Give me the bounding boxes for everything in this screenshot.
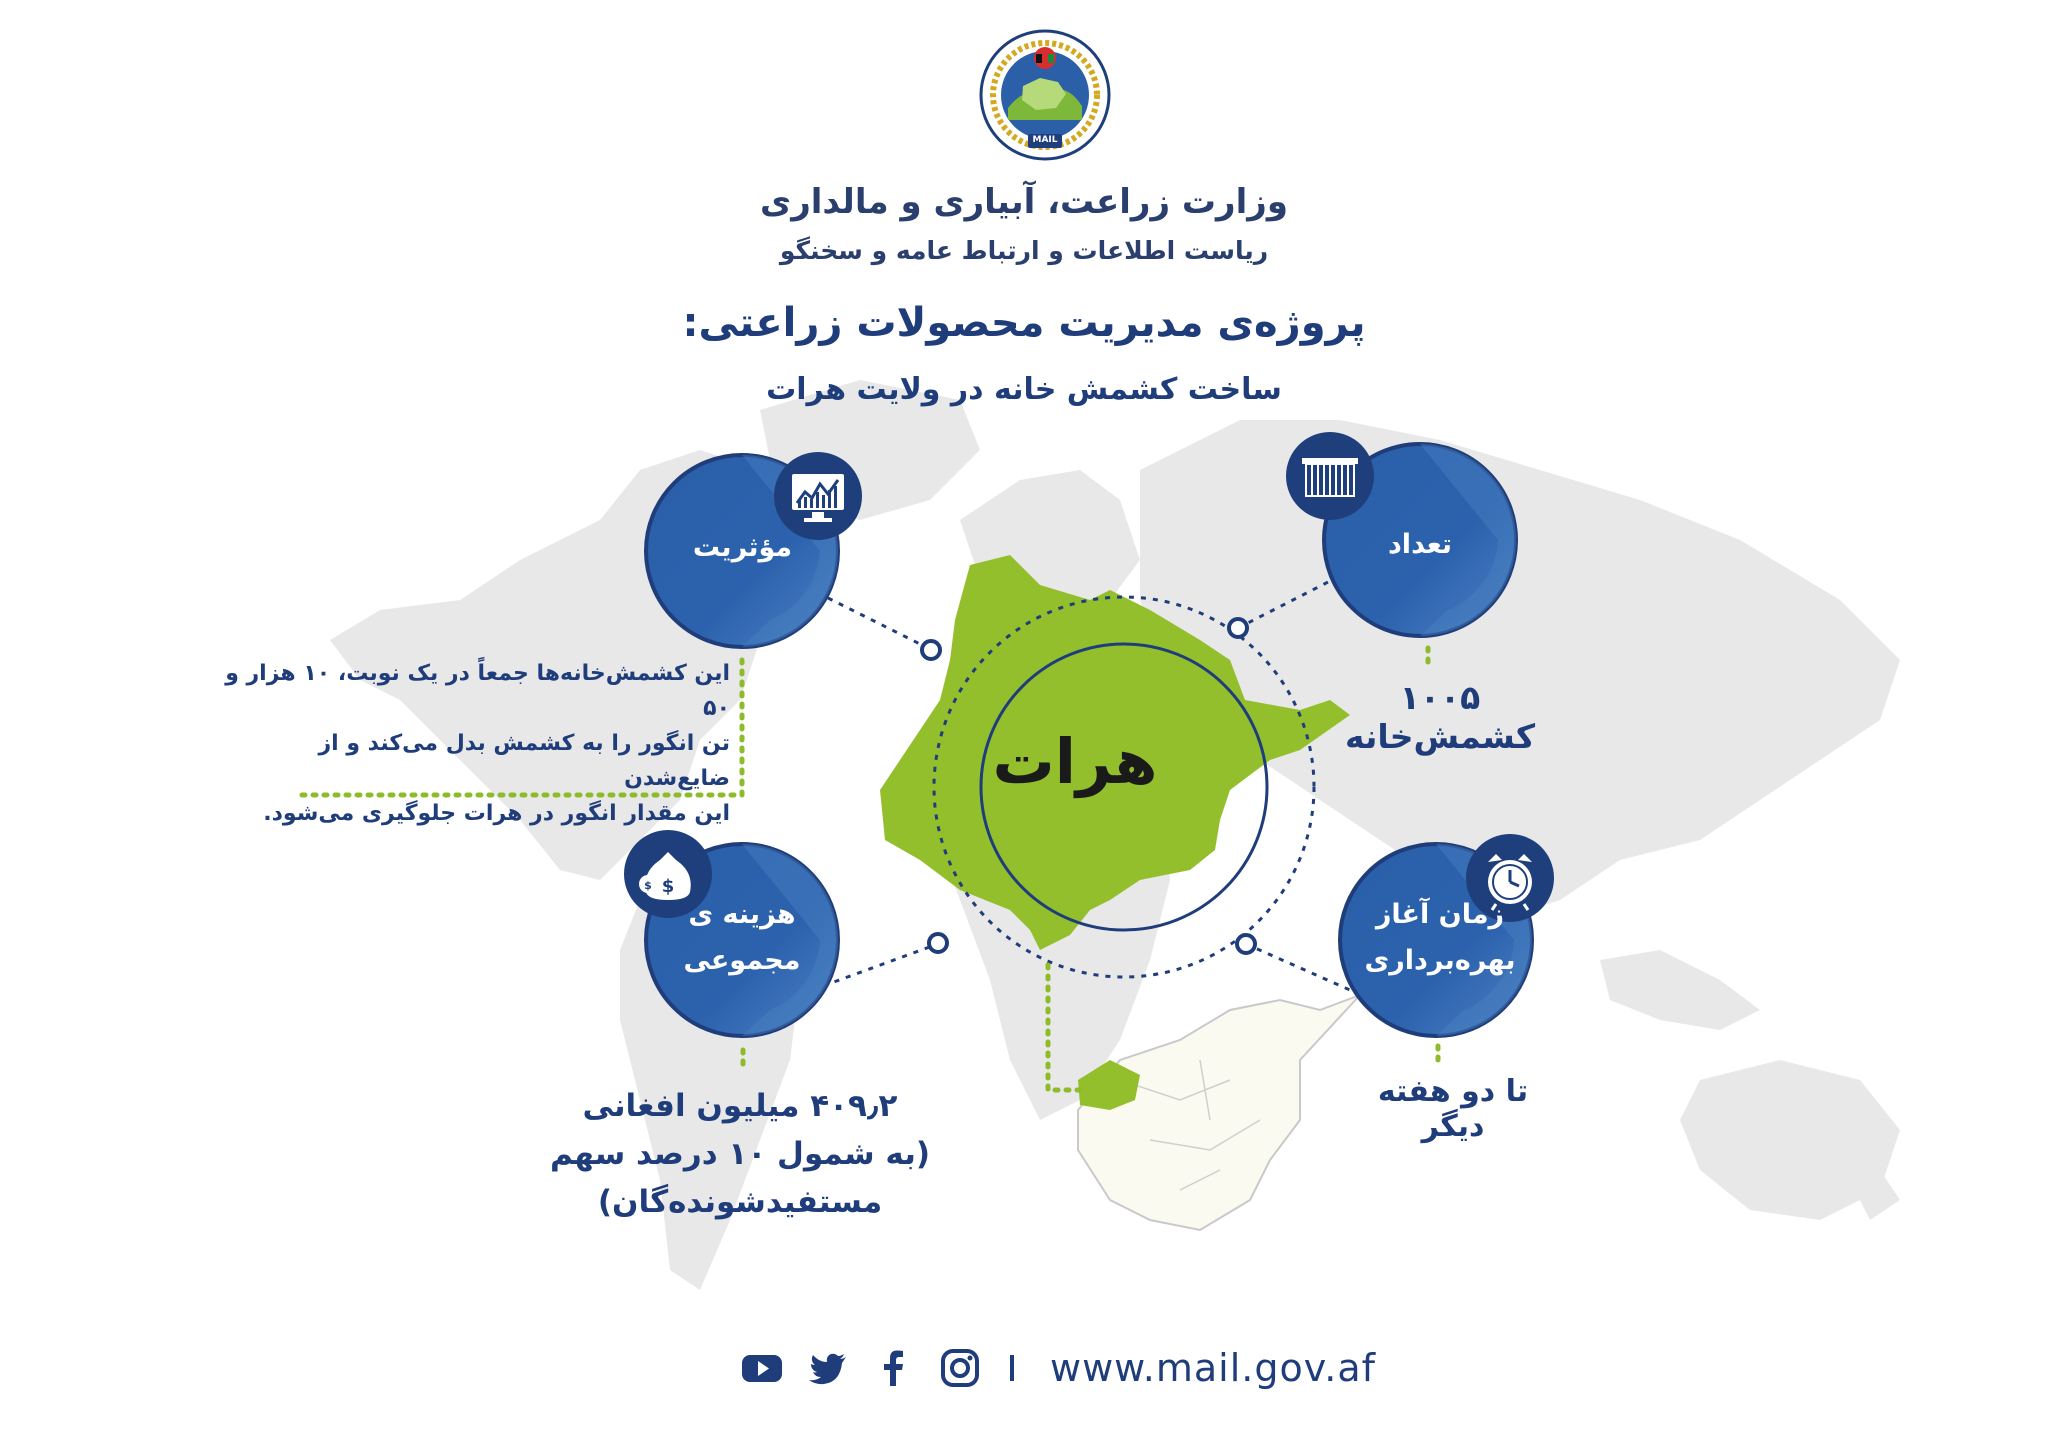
project-title: پروژه‌ی مدیریت محصولات زراعتی:: [682, 300, 1366, 346]
svg-text:$: $: [661, 876, 675, 897]
cost-value: [470, 1082, 1010, 1226]
instagram-icon[interactable]: [938, 1346, 982, 1390]
description-line: این مقدار انگور در هرات جلوگیری می‌شود.: [263, 801, 730, 826]
department-name: ریاست اطلاعات و ارتباط عامه و سخنگو: [779, 236, 1269, 265]
description-line: تن انگور را به کشمش بدل می‌کند و از ضایع‌شدن: [318, 731, 730, 791]
twitter-icon[interactable]: [806, 1346, 850, 1390]
facebook-icon[interactable]: [872, 1346, 916, 1390]
footer-separator: [1010, 1355, 1014, 1381]
cost-value-line: ۴۰۹٫۲ میلیون افغانی: [582, 1088, 898, 1124]
effectiveness-label: مؤثریت: [692, 532, 793, 563]
count-value: ۱۰۰۵ کشمش‌خانه: [1344, 678, 1536, 756]
start-time-label: [1350, 892, 1530, 984]
start-time-value: تا دو هفته دیگر: [1377, 1074, 1529, 1144]
logo-text: MAIL: [1032, 135, 1058, 145]
effectiveness-description: [210, 656, 730, 831]
start-time-label-line: زمان آغاز: [1375, 899, 1505, 930]
website-link[interactable]: www.mail.gov.af: [1050, 1346, 1376, 1390]
cost-value-line: (به شمول ۱۰ درصد سهم مستفیدشونده‌گان): [549, 1136, 931, 1220]
afghanistan-map: [1078, 995, 1360, 1230]
project-subtitle: ساخت کشمش خانه در ولایت هرات: [766, 372, 1282, 407]
building-icon: [1286, 432, 1374, 520]
svg-text:$: $: [644, 879, 652, 892]
footer: [740, 1340, 1376, 1396]
description-line: این کشمش‌خانه‌ها جمعاً در یک نوبت، ۱۰ هزار و ۵۰: [225, 661, 730, 721]
herat-label: هرات: [992, 725, 1158, 798]
start-time-label-line: بهره‌برداری: [1364, 945, 1516, 976]
cost-label-line: هزینه ی: [688, 899, 796, 930]
count-label: تعداد: [1387, 529, 1453, 560]
youtube-icon[interactable]: [740, 1346, 784, 1390]
ministry-name: وزارت زراعت، آبیاری و مالداری: [760, 182, 1288, 222]
cost-label-line: مجموعی: [683, 945, 801, 976]
cost-label: [662, 892, 822, 984]
